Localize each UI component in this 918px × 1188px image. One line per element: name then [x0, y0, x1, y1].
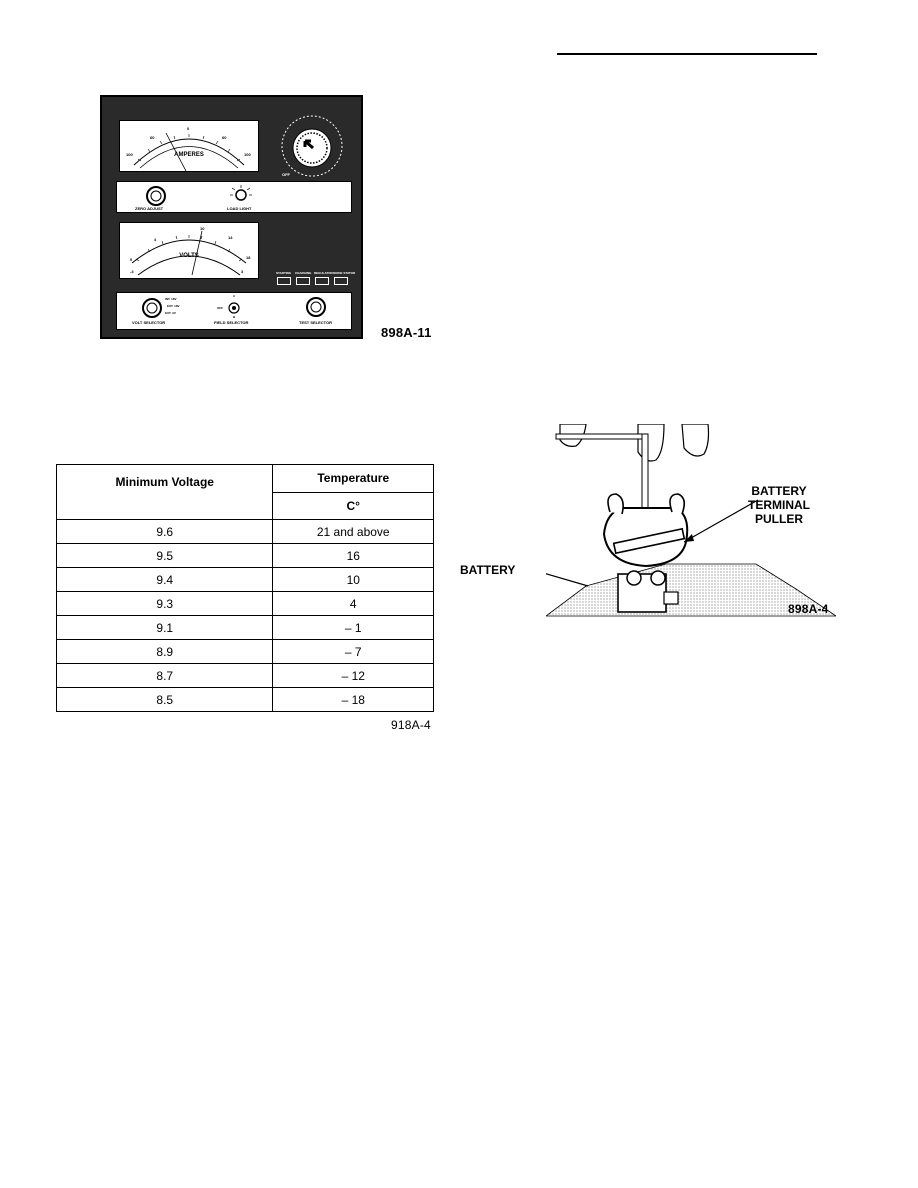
zero-adjust-knob[interactable]: [145, 185, 167, 207]
col-subheader-celsius: C°: [273, 492, 434, 520]
voltmeter: [119, 222, 259, 279]
callout-line-3: PULLER: [755, 512, 803, 526]
voltage-cell: 9.5: [57, 544, 273, 568]
table-row: [57, 640, 434, 664]
amp-tick-60-left: 60: [150, 135, 155, 140]
zero-adjust-label: ZERO ADJUST: [135, 206, 164, 211]
voltage-cell: 9.3: [57, 592, 273, 616]
callout-battery: BATTERY: [460, 563, 516, 577]
volts-label: VOLTS: [179, 253, 199, 259]
test-selector-label: TEST SELECTOR: [299, 320, 333, 325]
header-rule: [557, 53, 817, 55]
field-pos-off: OFF: [217, 306, 223, 310]
table-row: [57, 616, 434, 640]
voltage-cell: 9.1: [57, 616, 273, 640]
figure-code-table: 918A-4: [391, 718, 431, 732]
test-mode-panel: [276, 271, 356, 291]
ammeter: [119, 120, 259, 172]
temperature-cell: 10: [273, 568, 434, 592]
test-selector-knob[interactable]: [305, 296, 327, 318]
test-button-3[interactable]: [315, 277, 329, 285]
load-light-icon: [229, 184, 253, 206]
test-button-2[interactable]: [296, 277, 310, 285]
table-row: [57, 592, 434, 616]
temperature-cell: 16: [273, 544, 434, 568]
volt-tick-10: 10: [200, 226, 205, 231]
load-increase-knob[interactable]: [277, 111, 347, 181]
figure-code-puller: 898A-4: [788, 602, 829, 616]
off-label: OFF: [282, 172, 290, 177]
figure-code-tester: 898A-11: [381, 325, 432, 340]
test-mode-regulator: REGULATOR: [314, 271, 333, 275]
temperature-cell: – 18: [273, 688, 434, 712]
volt-tick-14: 14: [228, 235, 233, 240]
callout-battery-terminal-puller: [748, 484, 810, 526]
table-row: [57, 688, 434, 712]
amp-tick-100-left: 100: [126, 152, 133, 157]
temperature-cell: – 1: [273, 616, 434, 640]
callout-line-2: TERMINAL: [748, 498, 810, 512]
amperes-label: AMPERES: [174, 152, 204, 158]
test-button-4[interactable]: [334, 277, 348, 285]
volt-inner-neg3: -3: [130, 269, 134, 274]
test-mode-starting: STARTING: [276, 271, 292, 275]
voltage-cell: 8.5: [57, 688, 273, 712]
field-pos-a: A: [233, 294, 236, 298]
volt-tick-18: 18: [246, 255, 251, 260]
minimum-voltage-table: [56, 464, 434, 712]
temperature-cell: 4: [273, 592, 434, 616]
volt-tick-4: 4: [154, 237, 157, 242]
col-header-minimum-voltage: Minimum Voltage: [57, 465, 273, 520]
temperature-cell: 21 and above: [273, 520, 434, 544]
amp-tick-100-right: 100: [244, 152, 251, 157]
temperature-cell: – 7: [273, 640, 434, 664]
voltmeter-dial: [120, 223, 258, 278]
voltage-cell: 8.9: [57, 640, 273, 664]
volt-range-int18: INT. 18V: [165, 297, 177, 301]
voltage-cell: 8.7: [57, 664, 273, 688]
test-mode-diode-stator: DIODE STATOR: [333, 271, 356, 275]
table-row: [57, 568, 434, 592]
amp-tick-0: 0: [187, 126, 190, 131]
voltage-cell: 9.4: [57, 568, 273, 592]
volt-range-ext18: EXT. 18V: [167, 304, 180, 308]
volt-inner-3: 3: [241, 269, 244, 274]
volt-range-ext3: EXT. 3V: [165, 311, 176, 315]
table-row: [57, 520, 434, 544]
col-header-temperature: Temperature: [273, 465, 434, 493]
zero-adjust-strip: [116, 181, 352, 213]
field-selector-label: FIELD SELECTOR: [214, 320, 249, 325]
volt-selector-knob[interactable]: [141, 297, 163, 319]
voltage-cell: 9.6: [57, 520, 273, 544]
test-button-1[interactable]: [277, 277, 291, 285]
load-light-label: LOAD LIGHT: [227, 206, 252, 211]
table-row: [57, 664, 434, 688]
amp-tick-60-right: 60: [222, 135, 227, 140]
selector-strip: [116, 292, 352, 330]
field-selector-switch[interactable]: [227, 301, 241, 315]
test-mode-charging: CHARGING: [295, 271, 312, 275]
table-row: [57, 544, 434, 568]
temperature-cell: – 12: [273, 664, 434, 688]
volt-tick-0: 0: [130, 257, 133, 262]
volt-selector-label: VOLT SELECTOR: [132, 320, 166, 325]
field-pos-b: B: [233, 315, 236, 319]
battery-tester-illustration: [100, 95, 363, 339]
callout-line-1: BATTERY: [751, 484, 807, 498]
